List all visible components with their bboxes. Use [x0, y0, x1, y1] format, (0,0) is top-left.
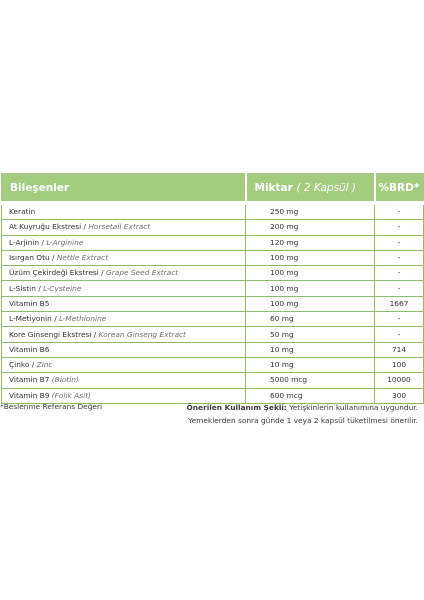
amount-cell: 60 mg — [246, 312, 375, 327]
ingredient-name: Isırgan Otu / — [9, 253, 57, 263]
ingredient-alt-name: Grape Seed Extract — [106, 268, 179, 278]
amount-cell: 10 mg — [246, 342, 375, 357]
brd-cell: - — [375, 250, 424, 265]
amount-cell: 50 mg — [246, 327, 375, 342]
ingredient-cell — [2, 312, 246, 327]
ingredient-cell — [2, 327, 246, 342]
header-ingredient: Bileşenler — [2, 174, 246, 204]
amount-cell: 200 mg — [246, 220, 375, 235]
usage-label: Önerilen Kullanım Şekli: — [186, 403, 287, 412]
ingredient-cell — [2, 220, 246, 235]
header-amount-label: Miktar — [254, 181, 293, 194]
ingredient-alt-name: Horsetail Extract — [88, 222, 151, 232]
table-row — [2, 296, 424, 311]
table-header-row — [2, 174, 424, 204]
ingredients-table-container — [1, 173, 424, 404]
table-row — [2, 203, 424, 220]
ingredient-alt-name: (Folik Asit) — [51, 390, 91, 400]
ingredient-name: L-Arjinin / — [9, 237, 47, 247]
amount-cell: 120 mg — [246, 235, 375, 250]
ingredient-cell — [2, 266, 246, 281]
ingredient-name: L-Metiyonin / — [9, 314, 60, 324]
ingredient-alt-name: L-Arginine — [46, 237, 84, 247]
usage-line2: Yemeklerden sonra günde 1 veya 2 kapsül tüketilmesi önerilir. — [188, 415, 418, 425]
amount-cell: 250 mg — [246, 203, 375, 220]
table-row — [2, 327, 424, 342]
usage-instructions — [158, 402, 418, 427]
brd-cell: 300 — [375, 388, 424, 403]
brd-cell: - — [375, 203, 424, 220]
footnote: *Beslenme Referans Değeri — [0, 402, 103, 411]
brd-cell: 100 — [375, 357, 424, 372]
amount-cell: 5000 mcg — [246, 373, 375, 388]
table-row — [2, 373, 424, 388]
table-row — [2, 342, 424, 357]
brd-cell: - — [375, 235, 424, 250]
amount-cell: 100 mg — [246, 296, 375, 311]
table-row — [2, 312, 424, 327]
amount-cell: 100 mg — [246, 266, 375, 281]
ingredient-alt-name: Korean Ginseng Extract — [98, 329, 186, 339]
ingredient-name: Keratin — [9, 207, 36, 217]
ingredient-cell — [2, 250, 246, 265]
table-row — [2, 281, 424, 296]
ingredient-name: L-Sistin / — [9, 283, 44, 293]
ingredient-name: Vitamin B5 — [9, 298, 50, 308]
brd-cell: 10000 — [375, 373, 424, 388]
header-amount-note: ( 2 Kapsül ) — [296, 181, 357, 194]
ingredient-cell — [2, 296, 246, 311]
ingredient-name: Vitamin B7 — [9, 375, 52, 385]
ingredient-name: Üzüm Çekirdeği Ekstresi / — [9, 268, 107, 278]
brd-cell: - — [375, 327, 424, 342]
usage-line1: Yetişkinlerin kullanımına uygundur. — [286, 403, 418, 412]
ingredient-alt-name: Zinc — [36, 360, 53, 370]
table-row — [2, 266, 424, 281]
ingredient-name: Çinko / — [9, 360, 37, 370]
ingredient-cell — [2, 203, 246, 220]
table-row — [2, 235, 424, 250]
ingredient-cell — [2, 235, 246, 250]
ingredient-alt-name: Nettle Extract — [56, 253, 109, 263]
table-row — [2, 220, 424, 235]
ingredient-cell — [2, 281, 246, 296]
brd-cell: - — [375, 220, 424, 235]
amount-cell: 600 mcg — [246, 388, 375, 403]
ingredient-name: Kore Ginsengi Ekstresi / — [9, 329, 99, 339]
ingredient-name: At Kuyruğu Ekstresi / — [9, 222, 89, 232]
amount-cell: 100 mg — [246, 250, 375, 265]
ingredient-cell — [2, 342, 246, 357]
header-brd: %BRD* — [375, 174, 424, 204]
ingredient-alt-name: (Biotin) — [51, 375, 79, 385]
amount-cell: 100 mg — [246, 281, 375, 296]
ingredients-table — [1, 173, 424, 404]
brd-cell: - — [375, 312, 424, 327]
ingredient-cell — [2, 373, 246, 388]
ingredient-alt-name: L-Cysteine — [43, 283, 82, 293]
ingredient-cell — [2, 357, 246, 372]
table-body — [2, 203, 424, 403]
brd-cell: - — [375, 266, 424, 281]
brd-cell: 714 — [375, 342, 424, 357]
brd-cell: - — [375, 281, 424, 296]
ingredient-alt-name: L-Methionine — [59, 314, 107, 324]
amount-cell: 10 mg — [246, 357, 375, 372]
table-row — [2, 250, 424, 265]
header-amount — [246, 174, 375, 204]
brd-cell: 1667 — [375, 296, 424, 311]
table-row — [2, 357, 424, 372]
ingredient-name: Vitamin B6 — [9, 344, 50, 354]
ingredient-name: Vitamin B9 — [9, 390, 52, 400]
